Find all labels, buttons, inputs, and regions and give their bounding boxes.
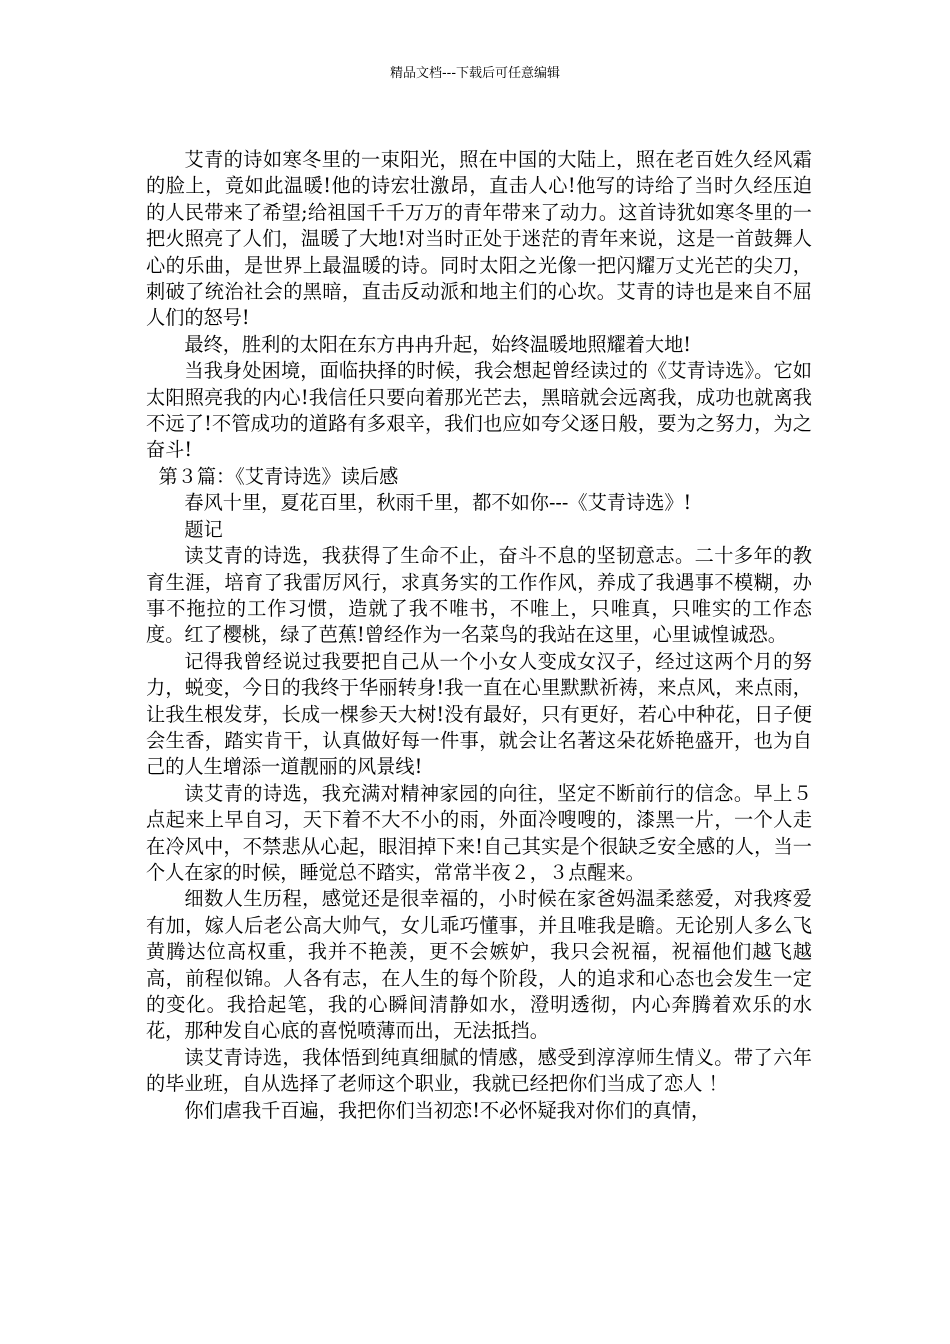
paragraph: 当我身处困境，面临抉择的时候，我会想起曾经读过的《艾青诗选》。它如太阳照亮我的内心!我信任只要向着那光芒去，黑暗就会远离我，成功也就离我不远了!不管成功的道路有多艰辛，我们也应如夸父逐日般，要为之努力，为之奋斗!	[146, 359, 812, 462]
paragraph: 最终，胜利的太阳在东方冉冉升起，始终温暖地照耀着大地!	[184, 332, 691, 356]
paragraph: 细数人生历程，感觉还是很幸福的，小时候在家爸妈温柔慈爱，对我疼爱有加，嫁人后老公高大帅气，女儿乖巧懂事，并且唯我是瞻。无论别人多么飞黄腾达位高权重，我并不艳羡，更不会嫉妒，我只会祝福，祝福他们越飞越高，前程似锦。人各有志，在人生的每个阶段，人的追求和心态也会发生一定的变化。我拾起笔，我的心瞬间清静如水，澄明透彻，内心奔腾着欢乐的水花，那种发自心底的喜悦喷薄而出，无法抵挡。	[146, 887, 812, 1043]
paragraph: 记得我曾经说过我要把自己从一个小女人变成女汉子，经过这两个月的努力，蜕变，今日的我终于华丽转身!我一直在心里默默祈祷，来点风，来点雨，让我生根发芽，长成一棵参天大树!没有最好，只有更好，若心中种花，日子便会生香，踏实肯干，认真做好每一件事，就会让名著这朵花娇艳盛开，也为自己的人生增添一道靓丽的风景线!	[146, 649, 812, 779]
section-heading: 第３篇：《艾青诗选》读后感	[158, 464, 399, 488]
paragraph: 读艾青诗选，我体悟到纯真细腻的情感，感受到淳淳师生情义。带了六年的毕业班，自从选择了老师这个职业，我就已经把你们当成了恋人 ！	[146, 1045, 812, 1096]
paragraph: 读艾青的诗选，我获得了生命不止，奋斗不息的坚韧意志。二十多年的教育生涯，培育了我雷厉风行，求真务实的工作作风，养成了我遇事不模糊，办事不拖拉的工作习惯，造就了我不唯书，不唯上，只唯真，只唯实的工作态度。红了樱桃，绿了芭蕉!曾经作为一名菜鸟的我站在这里，心里诚惶诚恐。	[146, 544, 812, 647]
paragraph: 春风十里，夏花百里，秋雨千里，都不如你---《艾青诗选》!	[184, 491, 692, 515]
paragraph: 你们虐我千百遍，我把你们当初恋!不必怀疑我对你们的真情，	[184, 1098, 711, 1122]
paragraph: 题记	[184, 517, 223, 541]
paragraph: 艾青的诗如寒冬里的一束阳光，照在中国的大陆上，照在老百姓久经风霜的脸上，竟如此温暖!他的诗宏壮激昂，直击人心!他写的诗给了当时久经压迫的人民带来了希望;给祖国千千万万的青年带来了动力。这首诗犹如寒冬里的一把火照亮了人们，温暖了大地!对当时正处于迷茫的青年来说，这是一首鼓舞人心的乐曲，是世界上最温暖的诗。同时太阳之光像一把闪耀万丈光芒的尖刀，刺破了统治社会的黑暗，直击反动派和地主们的心坎。艾青的诗也是来自不屈人们的怒号!	[146, 148, 812, 330]
paragraph: 读艾青的诗选，我充满对精神家园的向往，坚定不断前行的信念。早上５点起来上早自习，天下着不大不小的雨，外面冷嗖嗖的，漆黑一片，一个人走在冷风中，不禁悲从心起，眼泪掉下来!自己其实是个很缺乏安全感的人，当一个人在家的时候，睡觉总不踏实，常常半夜２，３点醒来。	[146, 781, 812, 884]
page-header: 精品文档---下载后可任意编辑	[389, 66, 561, 81]
document-body	[146, 147, 812, 1124]
